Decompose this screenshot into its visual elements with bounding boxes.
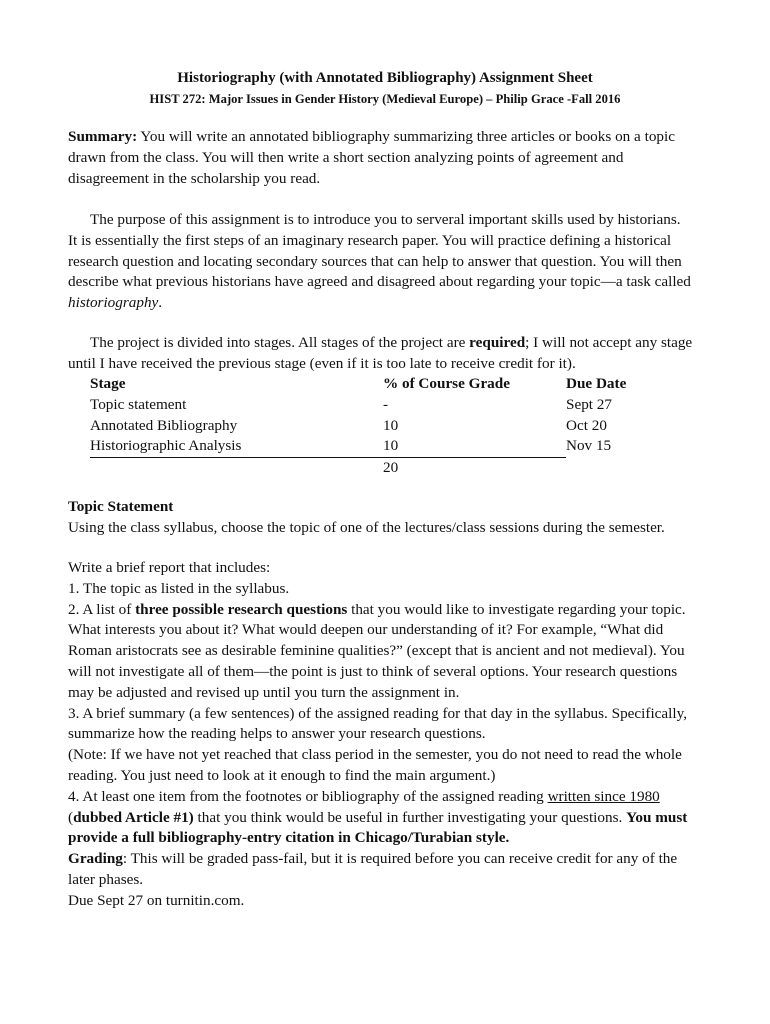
topic-text: Using the class syllabus, choose the topic of one of the lectures/class sessions during the semester. (68, 518, 665, 536)
due-cell: Sept 27 (566, 395, 612, 413)
topic-statement-section (68, 497, 693, 539)
due-cell: Oct 20 (566, 416, 607, 434)
item4-underlined: written since 1980 (547, 787, 660, 805)
course-subtitle: HIST 272: Major Issues in Gender History (Medieval Europe) – Philip Grace -Fall 2016 (149, 92, 621, 106)
stage-cell: Topic statement (90, 395, 187, 413)
total-row (90, 458, 676, 479)
report-item-2 (68, 600, 693, 704)
report-item-4 (68, 787, 693, 849)
page-title: Historiography (with Annotated Bibliography) Assignment Sheet (177, 70, 593, 86)
header-grade: % of Course Grade (383, 375, 510, 392)
grade-cell: - (383, 395, 389, 413)
table-row (90, 416, 676, 437)
purpose-section (68, 210, 693, 314)
stages-table (90, 374, 676, 479)
grading-text: : This will be graded pass-fail, but it is required before you can receive credit for any of the later phases. (68, 850, 678, 888)
summary-text: You will write an annotated bibliography summarizing three articles or books on a topic drawn from the class. You will then write a short section analyzing points of agreement and disagreement in the scholarship you read. (68, 128, 675, 187)
grade-cell: 10 (383, 416, 399, 434)
report-item-3: 3. A brief summary (a few sentences) of the assigned reading for that day in the syllabus. Specifically, summarize how the reading helps to answer your research questions. (68, 704, 687, 743)
grading-line (68, 849, 693, 891)
due-line: Due Sept 27 on turnitin.com. (68, 891, 245, 909)
header-stage: Stage (90, 375, 126, 392)
report-item-1: 1. The topic as listed in the syllabus. (68, 579, 290, 597)
item4-bold: dubbed Article #1) (73, 808, 194, 826)
item2-bold: three possible research questions (135, 600, 348, 618)
item4-bold-2: You must provide a full bibliography-entry citation in Chicago/Turabian style. (68, 808, 688, 847)
item2-text-a: 2. A list of (68, 600, 136, 618)
stage-cell: Historiographic Analysis (90, 436, 383, 457)
summary-section (68, 127, 693, 189)
grade-cell: 10 (383, 436, 566, 457)
stages-header-row (90, 374, 676, 395)
report-intro: Write a brief report that includes: (68, 559, 271, 576)
table-row (90, 395, 676, 416)
report-section (68, 558, 693, 912)
item4-text-c: that you think would be useful in further investigating your questions. (193, 808, 627, 826)
summary-label: Summary: (68, 128, 138, 145)
purpose-end: . (158, 294, 163, 312)
header-due: Due Date (566, 375, 627, 392)
project-text-after: ; I will not accept any stage until I have received the previous stage (even if it is too late to receive credit for it). (68, 334, 693, 372)
project-section (68, 333, 693, 375)
total-grade: 20 (383, 459, 399, 477)
stage-cell: Annotated Bibliography (90, 416, 238, 434)
item4-text-b: ( (68, 808, 74, 826)
topic-heading: Topic Statement (68, 498, 174, 515)
project-required: required (469, 334, 526, 351)
grading-label: Grading (68, 850, 123, 868)
project-text-before: The project is divided into stages. All stages of the project are (90, 334, 470, 351)
purpose-text: The purpose of this assignment is to introduce you to serveral important skills used by historians. It is essentially the first steps of an imaginary research paper. You will practice defining a historical research question and locating secondary sources that can help to answer that question. You will then describe what previous historians have agreed and disagreed about regarding your topic—a task called (68, 211, 691, 291)
due-cell: Nov 15 (566, 437, 612, 455)
item4-text-a: 4. At least one item from the footnotes or bibliography of the assigned reading (68, 787, 548, 805)
table-row (90, 436, 676, 457)
item2-text-b: that you would like to investigate regarding your topic. What interests you about it? What would deepen our understanding of it? For example, “What did Roman aristocrats see as desirable feminine qualities?” (except that is ancient and not medieval). You will not investigate all of them—the point is just to think of several options. Your research questions may be adjusted and revised up until you turn the assignment in. (68, 600, 686, 701)
report-note: (Note: If we have not yet reached that class period in the semester, you do not need to read the whole reading. You just need to look at it enough to find the main argument.) (68, 746, 682, 784)
purpose-term: historiography (68, 294, 159, 312)
